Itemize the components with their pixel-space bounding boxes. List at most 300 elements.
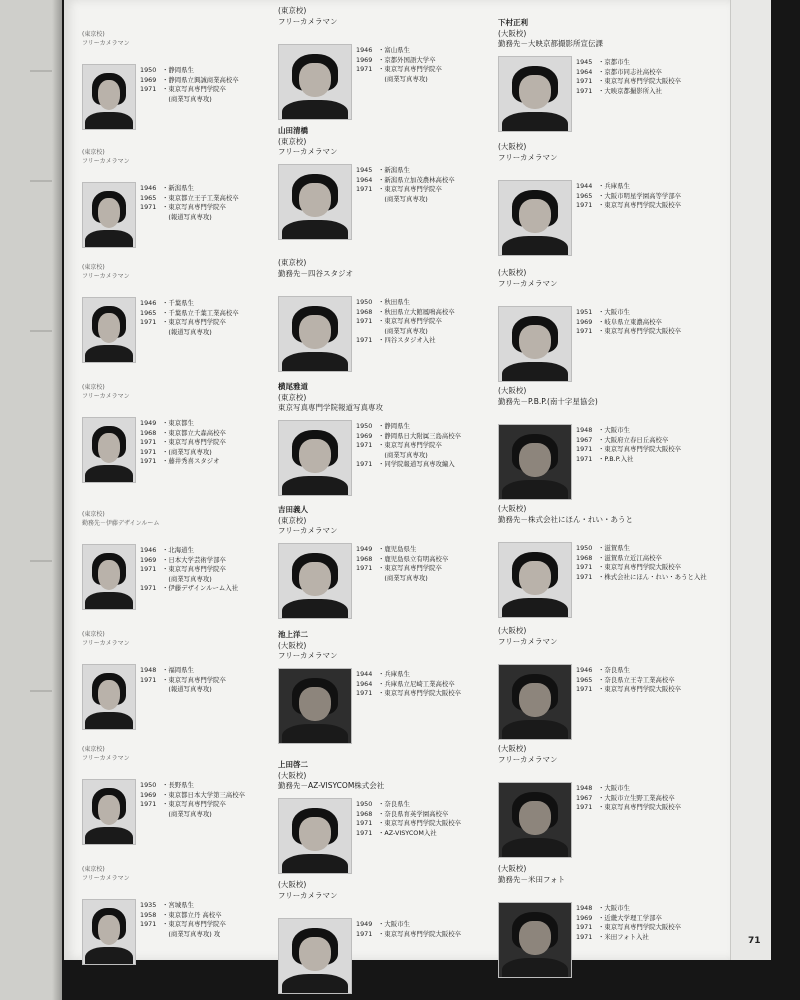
- history-text: 奈良県生: [604, 666, 630, 674]
- portrait-shoulders: [282, 854, 348, 874]
- staff-entry: [278, 6, 508, 83]
- history-year: 1950: [140, 66, 157, 74]
- history-line: [356, 680, 461, 690]
- history-year: 1969: [356, 55, 373, 64]
- occupation: フリーカメラマン: [82, 40, 130, 47]
- portrait-photo: [82, 779, 136, 845]
- history-year: 1968: [356, 307, 373, 316]
- history-line: [576, 803, 681, 813]
- history-separator: ・: [162, 419, 169, 427]
- staff-entry: [278, 630, 508, 698]
- career-history: [576, 182, 681, 211]
- entry-heading: [498, 142, 728, 176]
- history-year: 1969: [140, 790, 157, 799]
- occupation: フリーカメラマン: [278, 890, 338, 900]
- history-text: 東京写真専門学院大阪校卒: [384, 929, 462, 938]
- portrait-face: [98, 198, 121, 227]
- history-year: 1948: [576, 784, 593, 792]
- school-branch: (大阪校): [278, 880, 307, 889]
- portrait-face: [519, 325, 551, 359]
- history-separator: ・: [162, 565, 169, 574]
- staff-entry: [498, 142, 728, 210]
- history-separator: ・: [162, 800, 169, 809]
- history-line: [356, 327, 455, 337]
- school-branch: (東京校): [278, 392, 307, 402]
- page-number: 71: [748, 936, 761, 946]
- portrait-face: [519, 921, 551, 955]
- history-separator: ・: [598, 182, 605, 190]
- school-branch: (東京校): [82, 384, 105, 391]
- portrait-photo: [498, 664, 572, 740]
- entry-heading: [498, 268, 728, 302]
- portrait-shoulders: [85, 465, 133, 483]
- staff-entry: [278, 126, 508, 203]
- history-text: 奈良県育英学園高校卒: [384, 809, 449, 818]
- history-text: 東京写真専門学院卒: [384, 185, 442, 194]
- career-history: [140, 781, 245, 819]
- school-branch: (東京校): [82, 631, 105, 638]
- history-text: 東京写真専門学院卒: [168, 85, 226, 94]
- portrait-photo: [498, 306, 572, 382]
- history-year: 1968: [576, 553, 593, 562]
- career-history: [356, 670, 461, 699]
- history-text: 岐阜県立東濃高校卒: [604, 317, 662, 326]
- history-line: [140, 800, 245, 810]
- history-line: [576, 192, 681, 202]
- staff-entry: [498, 18, 728, 95]
- history-year: 1971: [576, 454, 593, 463]
- career-history: [140, 419, 226, 467]
- show-through-mark: [30, 330, 52, 332]
- history-separator: ・: [162, 901, 169, 909]
- history-line: [140, 85, 239, 95]
- portrait-photo: [498, 56, 572, 132]
- portrait-face: [299, 183, 331, 217]
- occupation: 勤務先－四谷スタジオ: [278, 268, 353, 278]
- history-text: (報道写真専攻): [168, 685, 212, 694]
- person-name: 池上洋二: [278, 630, 308, 639]
- history-year: 1950: [576, 544, 593, 552]
- history-separator: ・: [378, 828, 385, 837]
- history-year: 1969: [576, 913, 593, 922]
- portrait-shoulders: [85, 592, 133, 610]
- person-name: 横尾雅道: [278, 382, 308, 391]
- portrait-face: [299, 817, 331, 851]
- entry-heading: [278, 880, 508, 914]
- history-year: 1948: [576, 904, 593, 912]
- career-history: [356, 800, 461, 838]
- history-separator: ・: [162, 584, 169, 593]
- staff-entry: [498, 386, 728, 463]
- history-line: [356, 298, 455, 308]
- history-text: 静岡県立興誠商業高校卒: [168, 75, 239, 84]
- history-line: [576, 933, 681, 943]
- portrait-photo: [278, 918, 352, 994]
- history-year: 1965: [140, 193, 157, 202]
- history-year: 1948: [140, 666, 157, 674]
- history-separator: ・: [598, 904, 605, 912]
- history-separator: ・: [598, 67, 605, 76]
- history-year: 1965: [576, 191, 593, 200]
- history-separator: ・: [162, 790, 169, 799]
- entry-heading: [278, 760, 508, 794]
- history-line: [140, 299, 239, 309]
- history-year: 1950: [356, 298, 373, 306]
- history-separator: ・: [598, 426, 605, 434]
- history-text: 東京写真専門学院大阪校卒: [604, 685, 682, 694]
- school-branch: (東京校): [82, 264, 105, 271]
- show-through-mark: [30, 180, 52, 182]
- history-separator: ・: [598, 58, 605, 66]
- history-separator: ・: [378, 819, 385, 828]
- history-separator: ・: [162, 85, 169, 94]
- history-separator: ・: [162, 299, 169, 307]
- history-year: 1944: [356, 670, 373, 678]
- history-separator: ・: [162, 66, 169, 74]
- history-text: 東京都立王子工業高校卒: [168, 193, 239, 202]
- history-year: 1971: [140, 675, 157, 684]
- history-text: (商業写真専攻): [384, 573, 428, 582]
- history-text: (商業写真専攻): [168, 809, 212, 818]
- portrait-face: [98, 433, 121, 462]
- history-line: [356, 819, 461, 829]
- portrait-photo: [498, 782, 572, 858]
- history-separator: ・: [378, 336, 385, 345]
- history-separator: ・: [162, 193, 169, 202]
- history-text: 滋賀県立近江高校卒: [604, 553, 662, 562]
- history-line: [576, 426, 681, 436]
- history-separator: ・: [378, 431, 385, 440]
- history-separator: ・: [598, 793, 605, 802]
- school-branch: (東京校): [82, 31, 105, 38]
- history-line: [140, 911, 226, 921]
- history-year: 1971: [356, 65, 373, 74]
- portrait-shoulders: [282, 220, 348, 240]
- history-year: 1971: [140, 920, 157, 929]
- entry-heading: [278, 382, 508, 416]
- school-branch: (大阪校): [498, 744, 527, 753]
- history-text: 東京都生: [168, 419, 194, 427]
- history-text: 東京写真専門学院卒: [384, 441, 442, 450]
- portrait-photo: [82, 899, 136, 965]
- portrait-shoulders: [282, 724, 348, 744]
- history-separator: ・: [598, 913, 605, 922]
- history-text: 京都外国語大学卒: [384, 55, 436, 64]
- history-separator: ・: [162, 428, 169, 437]
- history-separator: ・: [378, 55, 385, 64]
- history-year: 1971: [356, 819, 373, 828]
- history-text: (商業写真専攻): [168, 94, 212, 103]
- history-text: 近畿大学理工学部卒: [604, 913, 662, 922]
- portrait-face: [299, 439, 331, 473]
- history-separator: ・: [598, 572, 605, 581]
- portrait-shoulders: [85, 345, 133, 363]
- history-text: (商業写真専攻): [168, 574, 212, 583]
- history-year: 1971: [356, 929, 373, 938]
- career-history: [356, 298, 455, 346]
- career-history: [356, 920, 461, 939]
- history-year: 1971: [576, 923, 593, 932]
- history-year: 1971: [576, 77, 593, 86]
- history-year: 1958: [140, 910, 157, 919]
- history-line: [576, 904, 681, 914]
- portrait-face: [98, 80, 121, 109]
- history-year: 1949: [356, 545, 373, 553]
- history-separator: ・: [378, 554, 385, 563]
- history-line: [140, 448, 226, 458]
- history-text: 長野県生: [168, 781, 194, 789]
- history-separator: ・: [598, 803, 605, 812]
- history-line: [356, 920, 461, 930]
- career-history: [576, 784, 681, 813]
- occupation: フリーカメラマン: [82, 875, 130, 882]
- history-text: 東京写真専門学院大阪校卒: [604, 563, 682, 572]
- history-year: 1971: [576, 327, 593, 336]
- history-text: AZ-VISYCOM入社: [384, 828, 437, 837]
- column-left: [82, 0, 292, 960]
- history-line: [140, 76, 239, 86]
- history-line: [140, 438, 226, 448]
- occupation: 勤務先－株式会社にほん・れい・あうと: [498, 514, 633, 524]
- history-separator: ・: [378, 679, 385, 688]
- career-history: [576, 308, 681, 337]
- history-text: (商業写真専攻): [384, 450, 428, 459]
- history-text: 東京写真専門学院卒: [168, 565, 226, 574]
- history-separator: ・: [598, 327, 605, 336]
- history-text: (報道写真専攻): [168, 327, 212, 336]
- history-text: 東京写真専門学院大阪校卒: [604, 803, 682, 812]
- history-text: (商業写真専攻): [384, 74, 428, 83]
- history-text: 大映京都撮影所入社: [604, 86, 662, 95]
- history-separator: ・: [378, 317, 385, 326]
- history-line: [140, 556, 238, 566]
- history-line: [356, 689, 461, 699]
- history-line: [576, 77, 681, 87]
- history-text: 北海道生: [168, 546, 194, 554]
- history-separator: ・: [598, 685, 605, 694]
- portrait-shoulders: [502, 720, 568, 740]
- history-separator: ・: [378, 809, 385, 818]
- history-line: [576, 201, 681, 211]
- history-year: 1969: [356, 431, 373, 440]
- history-text: 千葉県立千葉工業高校卒: [168, 308, 239, 317]
- entry-heading: [278, 258, 508, 292]
- history-line: [576, 914, 681, 924]
- history-text: P.B.P.入社: [604, 454, 634, 463]
- history-line: [140, 666, 226, 676]
- history-line: [576, 794, 681, 804]
- portrait-face: [299, 63, 331, 97]
- history-year: 1950: [140, 781, 157, 789]
- portrait-face: [519, 199, 551, 233]
- history-text: 福岡県生: [168, 666, 194, 674]
- history-year: 1971: [576, 572, 593, 581]
- history-separator: ・: [162, 781, 169, 789]
- portrait-photo: [278, 420, 352, 496]
- history-separator: ・: [378, 929, 385, 938]
- column-right: [498, 0, 708, 960]
- occupation: 勤務先－AZ-VISYCOM株式会社: [278, 781, 385, 790]
- portrait-photo: [498, 180, 572, 256]
- history-separator: ・: [162, 666, 169, 674]
- history-separator: ・: [598, 784, 605, 792]
- staff-entry: [278, 258, 508, 345]
- history-line: [356, 564, 448, 574]
- history-line: [140, 901, 226, 911]
- entry-heading: [498, 864, 728, 898]
- history-year: 1944: [576, 182, 593, 190]
- entry-heading: [498, 744, 728, 778]
- show-through-mark: [30, 560, 52, 562]
- portrait-photo: [82, 664, 136, 730]
- history-year: 1971: [140, 447, 157, 456]
- book-page-edges: [730, 0, 771, 960]
- history-text: 京都市同志社高校卒: [604, 67, 662, 76]
- history-line: [356, 441, 461, 451]
- history-line: [140, 95, 239, 105]
- history-text: 東京写真専門学院卒: [168, 438, 226, 447]
- history-text: 大阪市立生野工業高校卒: [604, 793, 675, 802]
- portrait-face: [98, 313, 121, 342]
- staff-entry: [278, 880, 508, 938]
- history-text: 東京写真専門学院大阪校卒: [604, 327, 682, 336]
- staff-entry: [498, 504, 728, 581]
- history-year: 1971: [140, 584, 157, 593]
- history-text: 東京写真専門学院大阪校卒: [384, 819, 462, 828]
- history-text: 東京写真専門学院卒: [384, 564, 442, 573]
- portrait-face: [299, 937, 331, 971]
- history-separator: ・: [162, 184, 169, 192]
- history-separator: ・: [598, 86, 605, 95]
- person-name: 上田啓二: [278, 760, 308, 769]
- history-text: 新潟県立加茂農林高校卒: [384, 175, 455, 184]
- portrait-shoulders: [85, 712, 133, 730]
- history-separator: ・: [378, 185, 385, 194]
- history-separator: ・: [598, 563, 605, 572]
- history-line: [356, 195, 455, 205]
- occupation: フリーカメラマン: [82, 393, 130, 400]
- portrait-photo: [82, 182, 136, 248]
- column-middle: [278, 0, 488, 960]
- history-separator: ・: [162, 546, 169, 554]
- portrait-photo: [278, 164, 352, 240]
- portrait-photo: [82, 64, 136, 130]
- history-text: 東京写真専門学院大阪校卒: [604, 77, 682, 86]
- history-line: [356, 800, 461, 810]
- history-line: [576, 544, 707, 554]
- history-year: 1965: [576, 675, 593, 684]
- school-branch: (東京校): [82, 866, 105, 873]
- history-line: [356, 336, 455, 346]
- school-branch: (東京校): [278, 136, 307, 146]
- history-text: 鹿児島県生: [384, 545, 417, 553]
- history-line: [140, 318, 239, 328]
- history-line: [576, 318, 681, 328]
- history-text: 東京都立大森高校卒: [168, 428, 226, 437]
- history-separator: ・: [598, 308, 605, 316]
- history-year: 1969: [140, 75, 157, 84]
- history-line: [576, 308, 681, 318]
- history-separator: ・: [378, 920, 385, 928]
- portrait-face: [519, 561, 551, 595]
- history-separator: ・: [378, 307, 385, 316]
- history-year: 1971: [140, 85, 157, 94]
- history-text: 東京都立丹 高校卒: [168, 910, 222, 919]
- history-text: 東京写真専門学院卒: [384, 317, 442, 326]
- history-separator: ・: [378, 545, 385, 553]
- history-year: 1971: [576, 86, 593, 95]
- history-line: [140, 676, 226, 686]
- occupation: 勤務先－P.B.P.(南十字星協会): [498, 396, 598, 406]
- history-year: 1946: [576, 666, 593, 674]
- history-line: [356, 829, 461, 839]
- portrait-face: [299, 562, 331, 596]
- history-year: 1968: [356, 809, 373, 818]
- history-line: [140, 203, 239, 213]
- staff-entry: [278, 382, 508, 469]
- history-text: 藤井秀喜スタジオ: [168, 457, 220, 466]
- history-separator: ・: [378, 564, 385, 573]
- portrait-shoulders: [282, 974, 348, 994]
- history-text: 大阪府立春日丘高校卒: [604, 435, 669, 444]
- history-text: 滋賀県生: [604, 544, 630, 552]
- portrait-shoulders: [282, 352, 348, 372]
- career-history: [576, 58, 681, 96]
- history-year: 1971: [356, 185, 373, 194]
- history-text: 静岡県生: [168, 66, 194, 74]
- history-line: [576, 784, 681, 794]
- history-text: 米田フォト入社: [604, 932, 649, 941]
- history-separator: ・: [598, 923, 605, 932]
- history-separator: ・: [598, 77, 605, 86]
- staff-entry: [498, 626, 728, 694]
- history-year: 1935: [140, 901, 157, 909]
- portrait-shoulders: [502, 958, 568, 978]
- occupation: フリーカメラマン: [278, 651, 338, 660]
- history-text: 鹿児島県立有明高校卒: [384, 554, 449, 563]
- history-text: 静岡県日大附属三島高校卒: [384, 431, 462, 440]
- history-separator: ・: [378, 460, 385, 469]
- history-line: [356, 545, 448, 555]
- school-branch: (大阪校): [498, 28, 527, 38]
- portrait-face: [519, 683, 551, 717]
- history-line: [576, 573, 707, 583]
- history-year: 1971: [356, 441, 373, 450]
- portrait-face: [98, 915, 121, 944]
- history-line: [140, 920, 226, 930]
- portrait-photo: [498, 424, 572, 500]
- history-separator: ・: [378, 441, 385, 450]
- history-line: [576, 685, 681, 695]
- history-year: 1946: [140, 184, 157, 192]
- portrait-face: [299, 315, 331, 349]
- history-separator: ・: [598, 191, 605, 200]
- school-branch: (東京校): [278, 515, 307, 525]
- history-line: [356, 56, 442, 66]
- history-separator: ・: [598, 553, 605, 562]
- occupation: フリーカメラマン: [82, 640, 130, 647]
- history-line: [140, 309, 239, 319]
- history-line: [356, 46, 442, 56]
- history-year: 1971: [576, 932, 593, 941]
- history-separator: ・: [378, 65, 385, 74]
- history-year: 1971: [140, 318, 157, 327]
- history-separator: ・: [162, 675, 169, 684]
- school-branch: (大阪校): [498, 626, 527, 635]
- history-separator: ・: [598, 675, 605, 684]
- portrait-photo: [278, 668, 352, 744]
- history-year: 1969: [576, 317, 593, 326]
